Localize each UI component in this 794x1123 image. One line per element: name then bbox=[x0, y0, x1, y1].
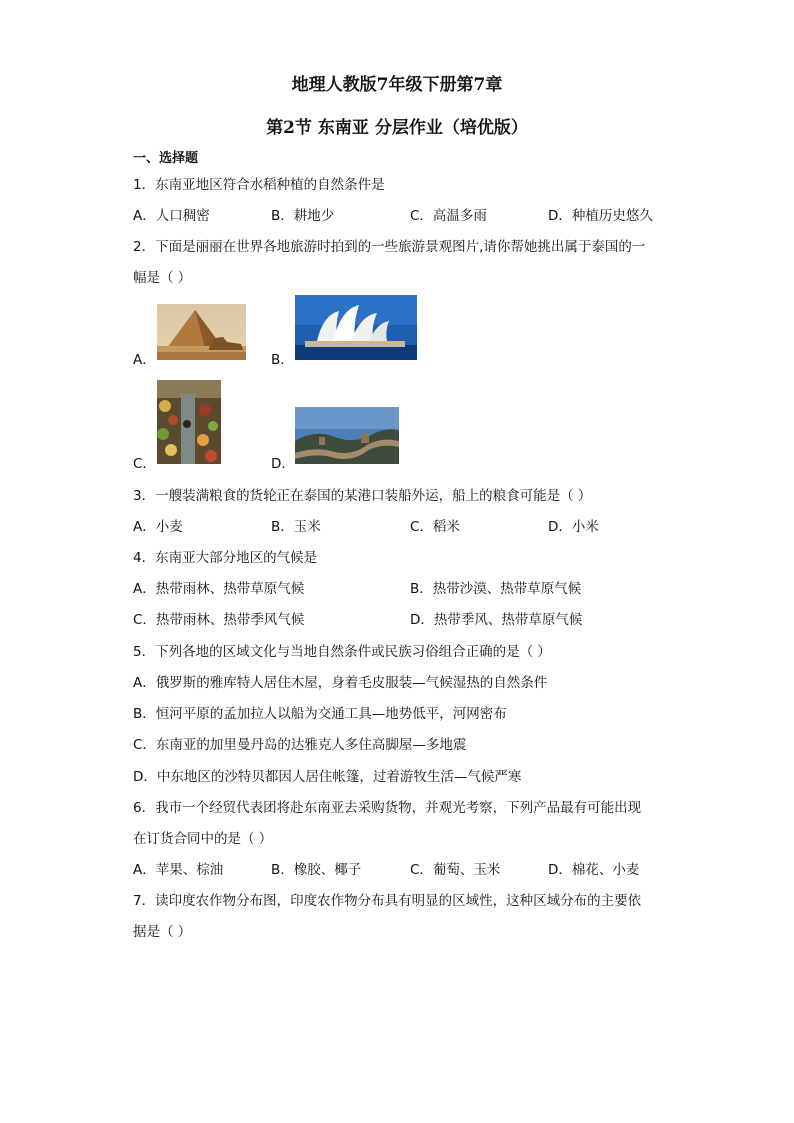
q4-option-a: A．热带雨林、热带草原气候 bbox=[133, 581, 305, 597]
q3-option-a: A．小麦 bbox=[133, 519, 183, 535]
q4-option-c: C．热带雨林、热带季风气候 bbox=[133, 612, 305, 628]
q1-option-c: C．高温多雨 bbox=[410, 208, 487, 224]
q3-option-c: C．稻米 bbox=[410, 519, 460, 535]
q6-option-a: A．苹果、棕油 bbox=[133, 862, 224, 878]
q2-label-b: B． bbox=[271, 352, 294, 368]
question-7-stem-line1: 7．读印度农作物分布图，印度农作物分布具有明显的区域性，这种区域分布的主要依 bbox=[133, 893, 642, 909]
q5-option-b: B．恒河平原的孟加拉人以船为交通工具—地势低平，河网密布 bbox=[133, 706, 507, 722]
q2-label-a: A． bbox=[133, 352, 156, 368]
q2-label-d: D． bbox=[271, 456, 295, 472]
doc-title-line2: 第2节 东南亚 分层作业（培优版） bbox=[266, 118, 528, 138]
q5-option-a: A．俄罗斯的雅库特人居住木屋，身着毛皮服装—气候湿热的自然条件 bbox=[133, 675, 548, 691]
q6-option-d: D．棉花、小麦 bbox=[548, 862, 640, 878]
section-heading: 一、选择题 bbox=[133, 151, 199, 166]
opera-house-image bbox=[295, 295, 417, 360]
q1-option-a: A．人口稠密 bbox=[133, 208, 210, 224]
q4-option-d: D．热带季风、热带草原气候 bbox=[410, 612, 583, 628]
question-2-stem-line1: 2．下面是丽丽在世界各地旅游时拍到的一些旅游景观图片,请你帮她挑出属于泰国的一 bbox=[133, 239, 646, 255]
q3-option-b: B．玉米 bbox=[271, 519, 321, 535]
question-5-stem: 5．下列各地的区域文化与当地自然条件或民族习俗组合正确的是（ ） bbox=[133, 644, 551, 660]
q4-option-b: B．热带沙漠、热带草原气候 bbox=[410, 581, 582, 597]
q5-option-c: C．东南亚的加里曼丹岛的达雅克人多住高脚屋—多地震 bbox=[133, 737, 467, 753]
question-3-stem: 3．一艘装满粮食的货轮正在泰国的某港口装船外运，船上的粮食可能是（ ） bbox=[133, 488, 592, 504]
q2-label-c: C． bbox=[133, 456, 156, 472]
q5-option-d: D．中东地区的沙特贝都因人居住帐篷，过着游牧生活—气候严寒 bbox=[133, 769, 522, 785]
pyramid-sphinx-image bbox=[157, 304, 246, 360]
q6-option-c: C．葡萄、玉米 bbox=[410, 862, 501, 878]
great-wall-image bbox=[295, 407, 399, 464]
floating-market-image bbox=[157, 380, 221, 464]
q6-option-b: B．橡胶、椰子 bbox=[271, 862, 362, 878]
q3-option-d: D．小米 bbox=[548, 519, 599, 535]
question-7-stem-line2: 据是（ ） bbox=[133, 924, 192, 940]
q1-option-d: D．种植历史悠久 bbox=[548, 208, 653, 224]
question-2-stem-line2: 幅是（ ） bbox=[133, 270, 192, 286]
question-1-stem: 1．东南亚地区符合水稻种植的自然条件是 bbox=[133, 177, 385, 193]
question-6-stem-line1: 6．我市一个经贸代表团将赴东南亚去采购货物，并观光考察，下列产品最有可能出现 bbox=[133, 800, 642, 816]
question-6-stem-line2: 在订货合同中的是（ ） bbox=[133, 831, 273, 847]
doc-title-line1: 地理人教版7年级下册第7章 bbox=[291, 75, 503, 95]
question-4-stem: 4．东南亚大部分地区的气候是 bbox=[133, 550, 318, 566]
q1-option-b: B．耕地少 bbox=[271, 208, 335, 224]
